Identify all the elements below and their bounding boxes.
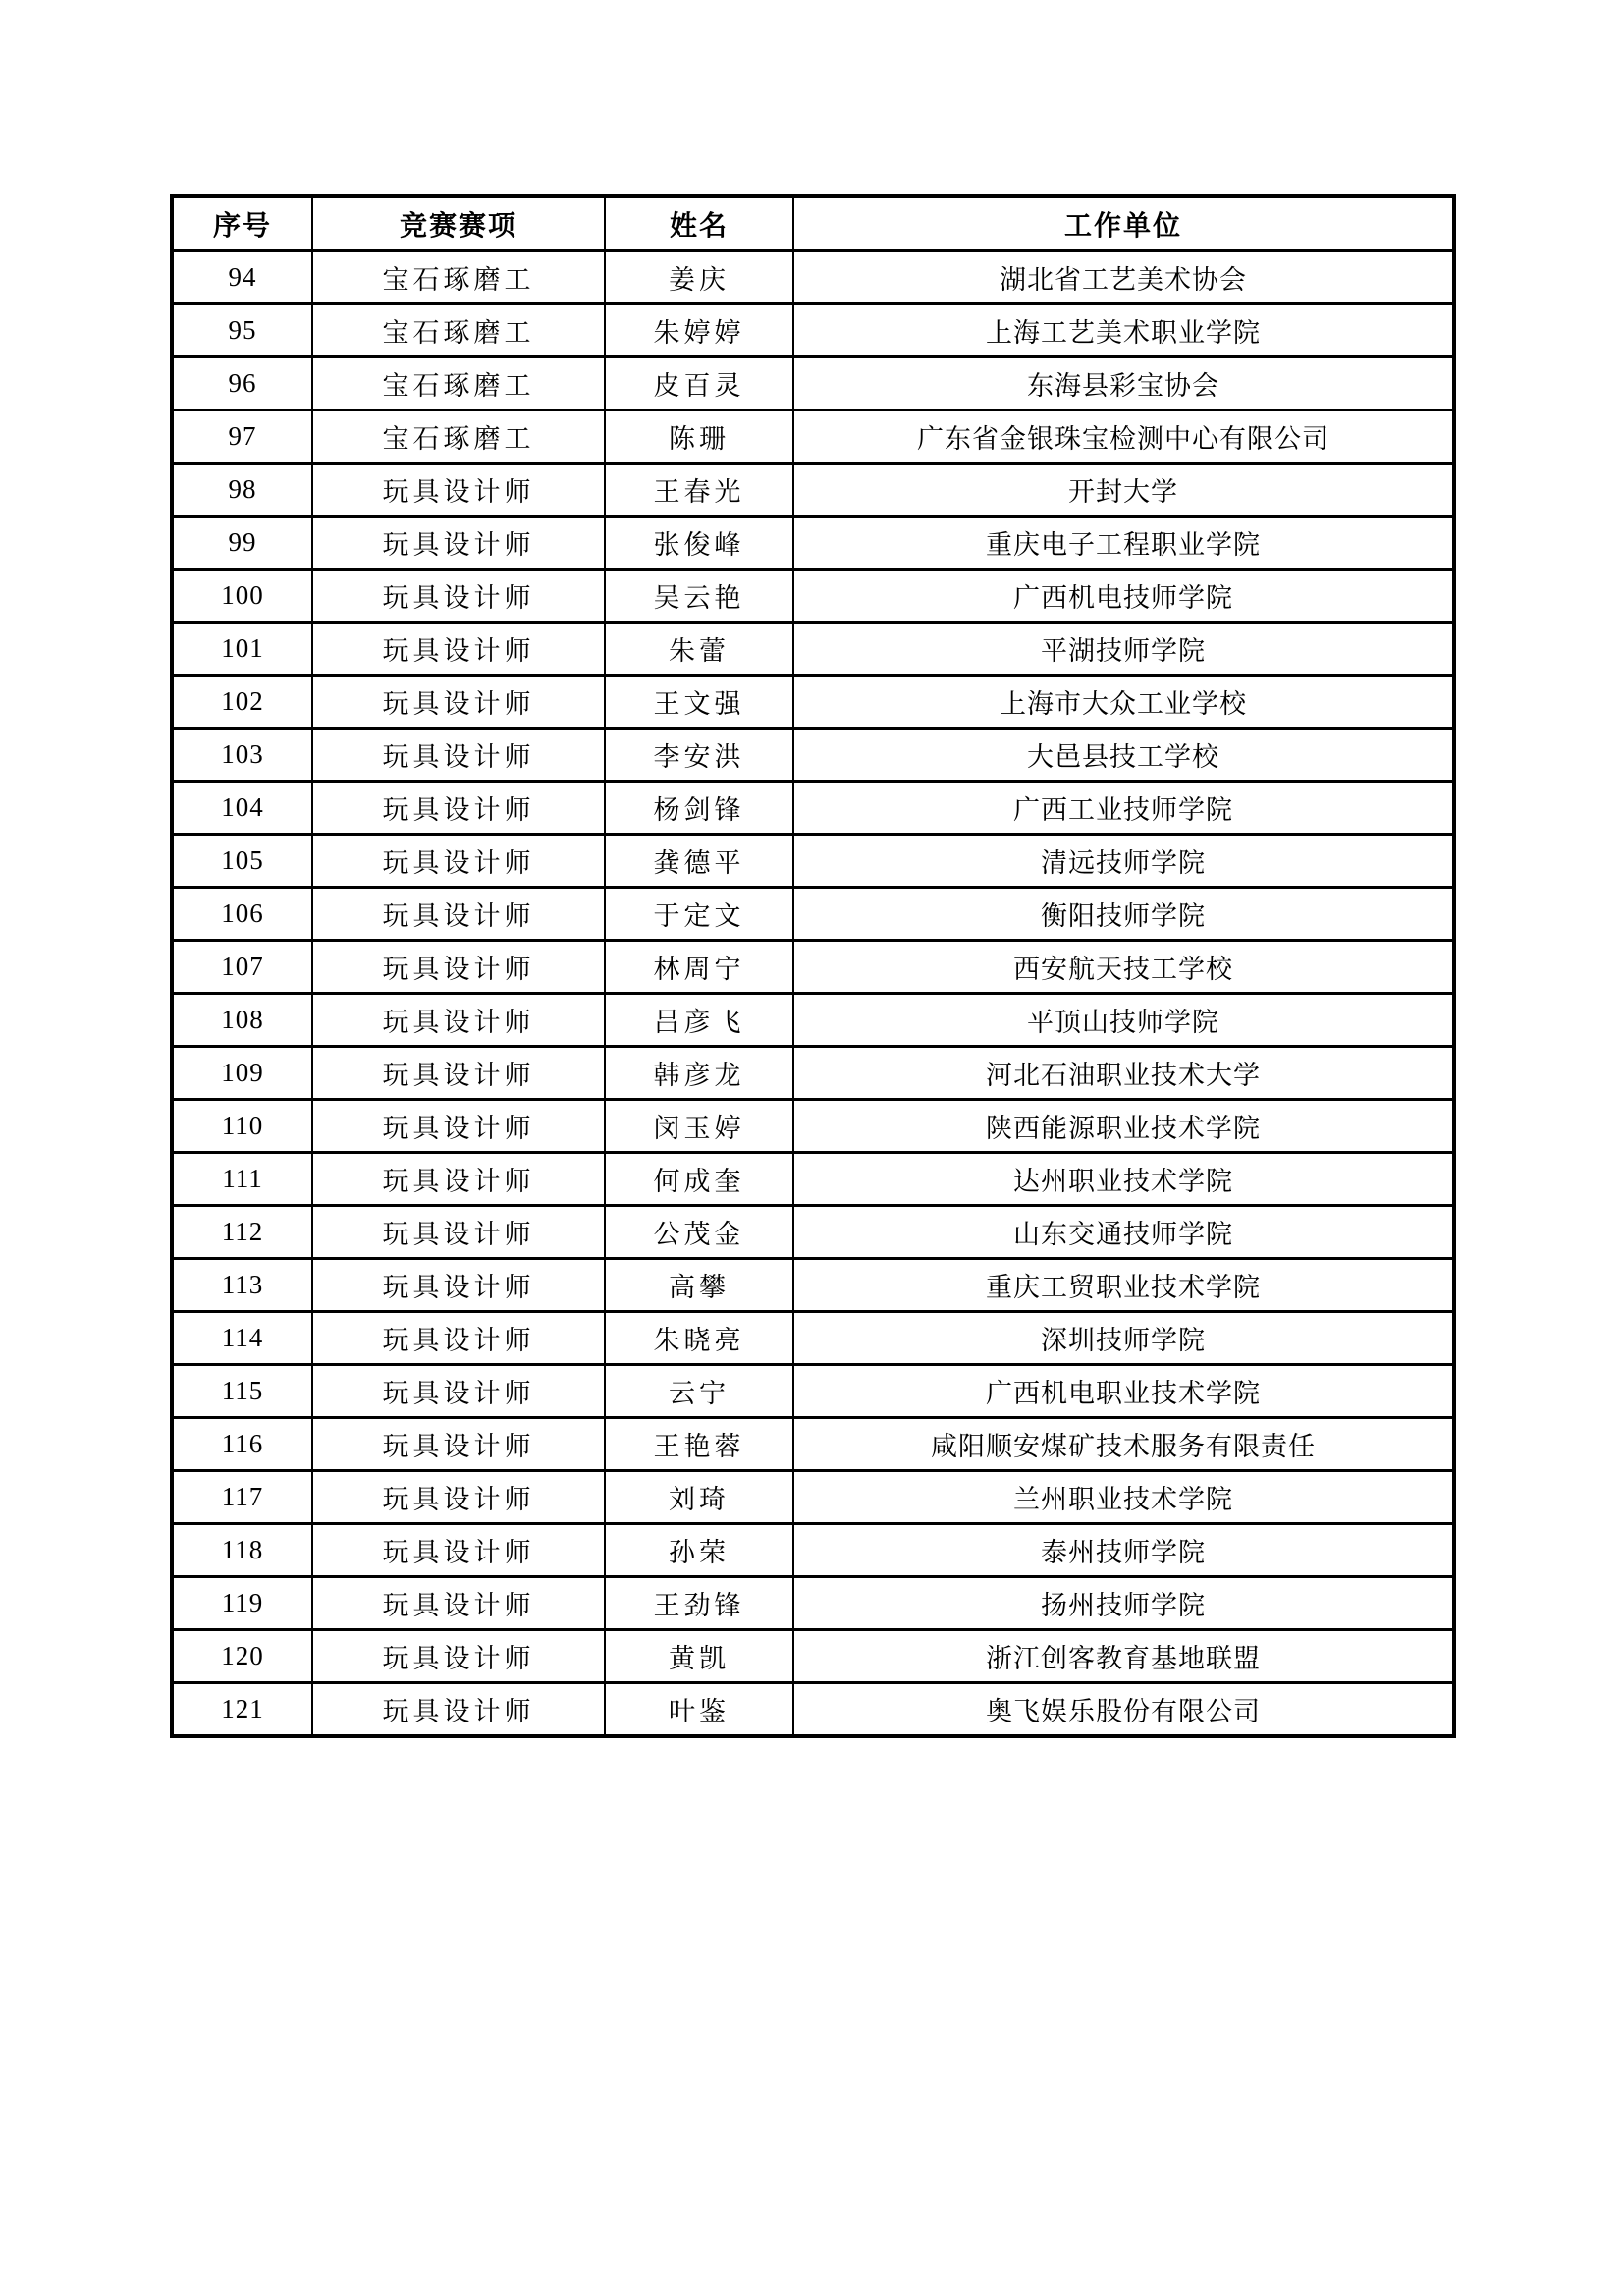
cell-serial-number: 110: [172, 1100, 312, 1153]
table-row: [172, 357, 1454, 410]
cell-competition-event: 玩具设计师: [312, 1524, 605, 1577]
cell-person-name: 林周宁: [605, 941, 793, 994]
cell-serial-number: 121: [172, 1683, 312, 1737]
cell-person-name: 公茂金: [605, 1206, 793, 1259]
cell-competition-event: 玩具设计师: [312, 835, 605, 888]
table-row: [172, 304, 1454, 357]
cell-person-name: 云宁: [605, 1365, 793, 1418]
table-row: [172, 941, 1454, 994]
cell-work-unit: 深圳技师学院: [793, 1312, 1454, 1365]
cell-serial-number: 96: [172, 357, 312, 410]
table-header: [172, 196, 1454, 251]
column-header-serial: 序号: [172, 196, 312, 251]
table-row: [172, 729, 1454, 782]
cell-person-name: 张俊峰: [605, 517, 793, 570]
cell-competition-event: 玩具设计师: [312, 1630, 605, 1683]
cell-competition-event: 宝石琢磨工: [312, 251, 605, 304]
cell-person-name: 刘琦: [605, 1471, 793, 1524]
cell-serial-number: 113: [172, 1259, 312, 1312]
cell-competition-event: 玩具设计师: [312, 517, 605, 570]
cell-work-unit: 兰州职业技术学院: [793, 1471, 1454, 1524]
cell-competition-event: 玩具设计师: [312, 782, 605, 835]
table-row: [172, 251, 1454, 304]
table-row: [172, 570, 1454, 623]
cell-person-name: 于定文: [605, 888, 793, 941]
cell-competition-event: 玩具设计师: [312, 1047, 605, 1100]
table-row: [172, 1418, 1454, 1471]
cell-work-unit: 重庆工贸职业技术学院: [793, 1259, 1454, 1312]
cell-competition-event: 玩具设计师: [312, 1577, 605, 1630]
table-row: [172, 1471, 1454, 1524]
table-row: [172, 888, 1454, 941]
competition-roster-table: [170, 194, 1456, 1738]
cell-competition-event: 玩具设计师: [312, 1153, 605, 1206]
cell-serial-number: 100: [172, 570, 312, 623]
cell-competition-event: 玩具设计师: [312, 1471, 605, 1524]
cell-serial-number: 111: [172, 1153, 312, 1206]
cell-serial-number: 114: [172, 1312, 312, 1365]
cell-work-unit: 衡阳技师学院: [793, 888, 1454, 941]
column-header-name: 姓名: [605, 196, 793, 251]
table-row: [172, 1365, 1454, 1418]
cell-serial-number: 101: [172, 623, 312, 676]
cell-person-name: 王劲锋: [605, 1577, 793, 1630]
cell-competition-event: 玩具设计师: [312, 1100, 605, 1153]
cell-work-unit: 广东省金银珠宝检测中心有限公司: [793, 410, 1454, 464]
cell-competition-event: 玩具设计师: [312, 1683, 605, 1737]
cell-competition-event: 玩具设计师: [312, 1259, 605, 1312]
cell-person-name: 闵玉婷: [605, 1100, 793, 1153]
cell-work-unit: 咸阳顺安煤矿技术服务有限责任: [793, 1418, 1454, 1471]
table-row: [172, 782, 1454, 835]
cell-competition-event: 玩具设计师: [312, 994, 605, 1047]
cell-work-unit: 山东交通技师学院: [793, 1206, 1454, 1259]
cell-competition-event: 玩具设计师: [312, 888, 605, 941]
cell-serial-number: 103: [172, 729, 312, 782]
cell-serial-number: 97: [172, 410, 312, 464]
cell-work-unit: 开封大学: [793, 464, 1454, 517]
table-row: [172, 623, 1454, 676]
cell-serial-number: 94: [172, 251, 312, 304]
cell-competition-event: 玩具设计师: [312, 464, 605, 517]
cell-serial-number: 119: [172, 1577, 312, 1630]
table-row: [172, 1577, 1454, 1630]
cell-person-name: 朱晓亮: [605, 1312, 793, 1365]
table-row: [172, 464, 1454, 517]
cell-person-name: 吴云艳: [605, 570, 793, 623]
cell-work-unit: 扬州技师学院: [793, 1577, 1454, 1630]
table-row: [172, 1312, 1454, 1365]
cell-work-unit: 重庆电子工程职业学院: [793, 517, 1454, 570]
cell-person-name: 孙荣: [605, 1524, 793, 1577]
cell-person-name: 朱婷婷: [605, 304, 793, 357]
cell-serial-number: 112: [172, 1206, 312, 1259]
column-header-unit: 工作单位: [793, 196, 1454, 251]
cell-competition-event: 宝石琢磨工: [312, 304, 605, 357]
cell-serial-number: 120: [172, 1630, 312, 1683]
cell-person-name: 姜庆: [605, 251, 793, 304]
cell-work-unit: 广西机电技师学院: [793, 570, 1454, 623]
cell-serial-number: 98: [172, 464, 312, 517]
cell-serial-number: 104: [172, 782, 312, 835]
cell-serial-number: 108: [172, 994, 312, 1047]
cell-competition-event: 玩具设计师: [312, 729, 605, 782]
roster-table-container: [170, 194, 1456, 1738]
table-row: [172, 1259, 1454, 1312]
cell-work-unit: 达州职业技术学院: [793, 1153, 1454, 1206]
cell-work-unit: 平顶山技师学院: [793, 994, 1454, 1047]
cell-work-unit: 河北石油职业技术大学: [793, 1047, 1454, 1100]
cell-person-name: 朱蕾: [605, 623, 793, 676]
cell-work-unit: 东海县彩宝协会: [793, 357, 1454, 410]
cell-work-unit: 上海市大众工业学校: [793, 676, 1454, 729]
cell-person-name: 王艳蓉: [605, 1418, 793, 1471]
cell-competition-event: 宝石琢磨工: [312, 357, 605, 410]
cell-person-name: 王文强: [605, 676, 793, 729]
cell-work-unit: 陕西能源职业技术学院: [793, 1100, 1454, 1153]
cell-work-unit: 平湖技师学院: [793, 623, 1454, 676]
cell-person-name: 何成奎: [605, 1153, 793, 1206]
cell-serial-number: 115: [172, 1365, 312, 1418]
cell-person-name: 黄凯: [605, 1630, 793, 1683]
cell-work-unit: 浙江创客教育基地联盟: [793, 1630, 1454, 1683]
cell-competition-event: 玩具设计师: [312, 1206, 605, 1259]
table-row: [172, 835, 1454, 888]
column-header-event: 竞赛赛项: [312, 196, 605, 251]
cell-work-unit: 大邑县技工学校: [793, 729, 1454, 782]
cell-work-unit: 上海工艺美术职业学院: [793, 304, 1454, 357]
cell-person-name: 陈珊: [605, 410, 793, 464]
cell-serial-number: 99: [172, 517, 312, 570]
cell-work-unit: 西安航天技工学校: [793, 941, 1454, 994]
cell-person-name: 韩彦龙: [605, 1047, 793, 1100]
table-row: [172, 1524, 1454, 1577]
cell-person-name: 李安洪: [605, 729, 793, 782]
cell-serial-number: 105: [172, 835, 312, 888]
cell-competition-event: 玩具设计师: [312, 1365, 605, 1418]
cell-person-name: 叶鉴: [605, 1683, 793, 1737]
table-row: [172, 676, 1454, 729]
cell-serial-number: 95: [172, 304, 312, 357]
table-row: [172, 994, 1454, 1047]
cell-competition-event: 玩具设计师: [312, 941, 605, 994]
cell-person-name: 龚德平: [605, 835, 793, 888]
cell-serial-number: 117: [172, 1471, 312, 1524]
cell-person-name: 吕彦飞: [605, 994, 793, 1047]
cell-competition-event: 玩具设计师: [312, 623, 605, 676]
table-row: [172, 1047, 1454, 1100]
table-row: [172, 1206, 1454, 1259]
cell-work-unit: 清远技师学院: [793, 835, 1454, 888]
cell-competition-event: 玩具设计师: [312, 570, 605, 623]
cell-competition-event: 宝石琢磨工: [312, 410, 605, 464]
table-row: [172, 410, 1454, 464]
cell-person-name: 皮百灵: [605, 357, 793, 410]
cell-work-unit: 广西工业技师学院: [793, 782, 1454, 835]
table-row: [172, 1100, 1454, 1153]
table-row: [172, 1683, 1454, 1737]
cell-serial-number: 118: [172, 1524, 312, 1577]
cell-serial-number: 107: [172, 941, 312, 994]
cell-competition-event: 玩具设计师: [312, 676, 605, 729]
cell-serial-number: 116: [172, 1418, 312, 1471]
table-header-row: [172, 196, 1454, 251]
cell-person-name: 高攀: [605, 1259, 793, 1312]
table-row: [172, 1153, 1454, 1206]
table-row: [172, 517, 1454, 570]
cell-competition-event: 玩具设计师: [312, 1418, 605, 1471]
cell-person-name: 王春光: [605, 464, 793, 517]
cell-person-name: 杨剑锋: [605, 782, 793, 835]
cell-work-unit: 广西机电职业技术学院: [793, 1365, 1454, 1418]
table-row: [172, 1630, 1454, 1683]
table-body: [172, 251, 1454, 1737]
cell-work-unit: 奥飞娱乐股份有限公司: [793, 1683, 1454, 1737]
cell-serial-number: 109: [172, 1047, 312, 1100]
cell-work-unit: 泰州技师学院: [793, 1524, 1454, 1577]
cell-competition-event: 玩具设计师: [312, 1312, 605, 1365]
cell-serial-number: 106: [172, 888, 312, 941]
cell-serial-number: 102: [172, 676, 312, 729]
cell-work-unit: 湖北省工艺美术协会: [793, 251, 1454, 304]
